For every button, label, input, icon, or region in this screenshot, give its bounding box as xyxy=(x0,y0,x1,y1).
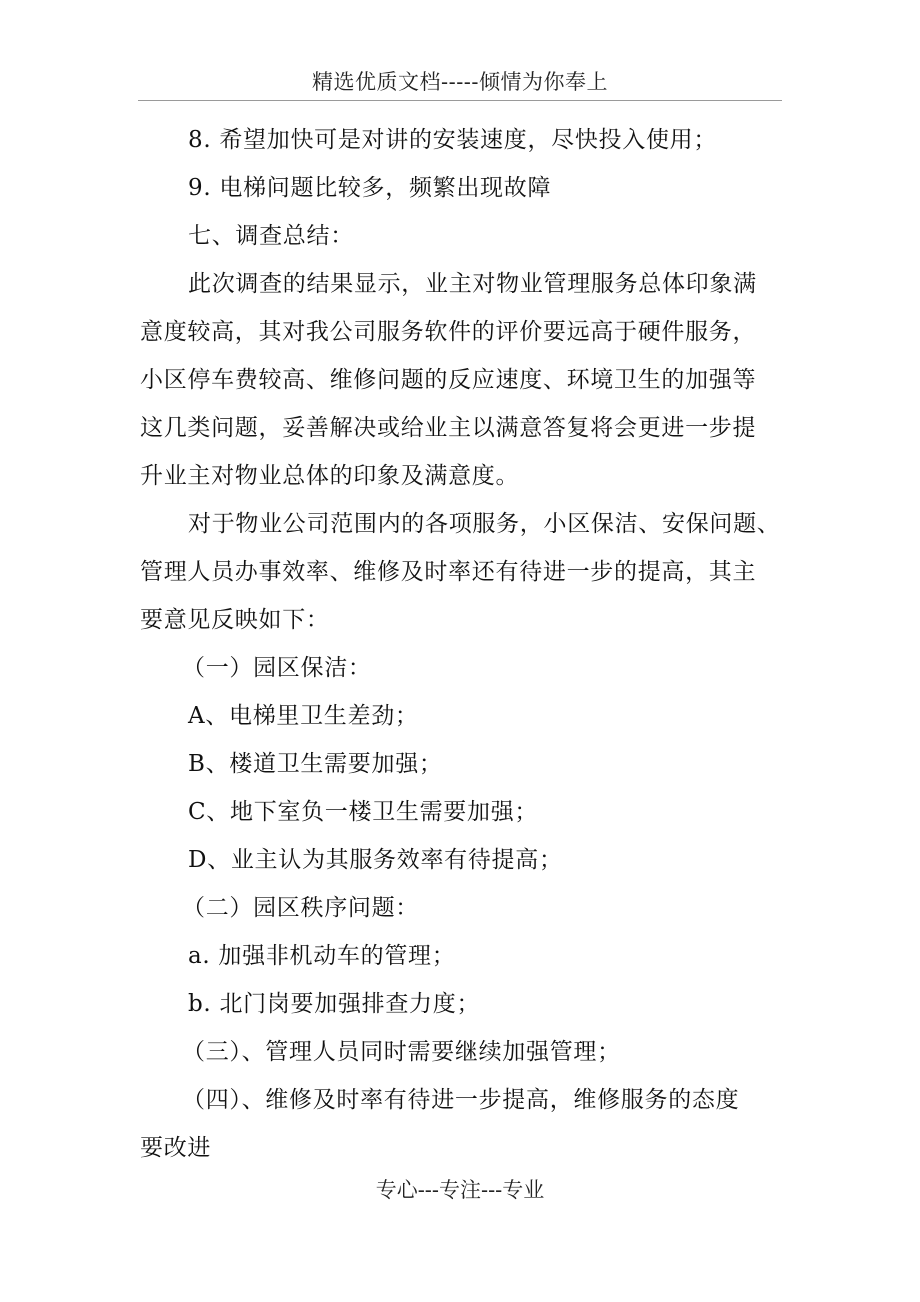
paragraph-line: 对于物业公司范围内的各项服务，小区保洁、安保问题、 xyxy=(188,511,781,537)
subheading-order: （二）园区秩序问题： xyxy=(182,895,419,921)
paragraph-line: 这几类问题，妥善解决或给业主以满意答复将会更进一步提 xyxy=(140,415,757,441)
list-item-b: B、楼道卫生需要加强； xyxy=(188,751,443,777)
paragraph-line: 意度较高，其对我公司服务软件的评价要远高于硬件服务， xyxy=(140,319,757,345)
paragraph-line: 小区停车费较高、维修问题的反应速度、环境卫生的加强等 xyxy=(140,367,757,393)
page-footer: 专心---专注---专业 xyxy=(375,1178,545,1202)
list-item-8: 8. 希望加快可是对讲的安装速度，尽快投入使用； xyxy=(188,127,718,153)
section-heading-summary: 七、调查总结： xyxy=(188,223,354,249)
page-header: 精选优质文档-----倾情为你奉上 xyxy=(312,70,608,94)
subheading-management: （三）、管理人员同时需要继续加强管理； xyxy=(182,1039,621,1065)
list-item-c: C、地下室负一楼卫生需要加强； xyxy=(188,799,539,825)
paragraph-line: 要意见反映如下： xyxy=(140,607,330,633)
list-item-a: A、电梯里卫生差劲； xyxy=(188,703,419,729)
subheading-maintenance: （四）、维修及时率有待进一步提高，维修服务的态度 xyxy=(182,1087,740,1113)
header-divider xyxy=(138,100,782,101)
paragraph-line: 此次调查的结果显示，业主对物业管理服务总体印象满 xyxy=(188,271,757,297)
paragraph-line: 要改进 xyxy=(140,1135,212,1161)
document-body xyxy=(140,116,784,1172)
list-item-d: D、业主认为其服务效率有待提高； xyxy=(188,847,563,873)
list-item-lower-a: a. 加强非机动车的管理； xyxy=(188,943,456,969)
paragraph-line: 升业主对物业总体的印象及满意度。 xyxy=(140,463,520,489)
subheading-cleaning: （一）园区保洁： xyxy=(182,655,372,681)
list-item-lower-b: b. 北门岗要加强排查力度； xyxy=(188,991,481,1017)
paragraph-line: 管理人员办事效率、维修及时率还有待进一步的提高，其主 xyxy=(140,559,757,585)
list-item-9: 9. 电梯问题比较多，频繁出现故障 xyxy=(188,175,552,201)
